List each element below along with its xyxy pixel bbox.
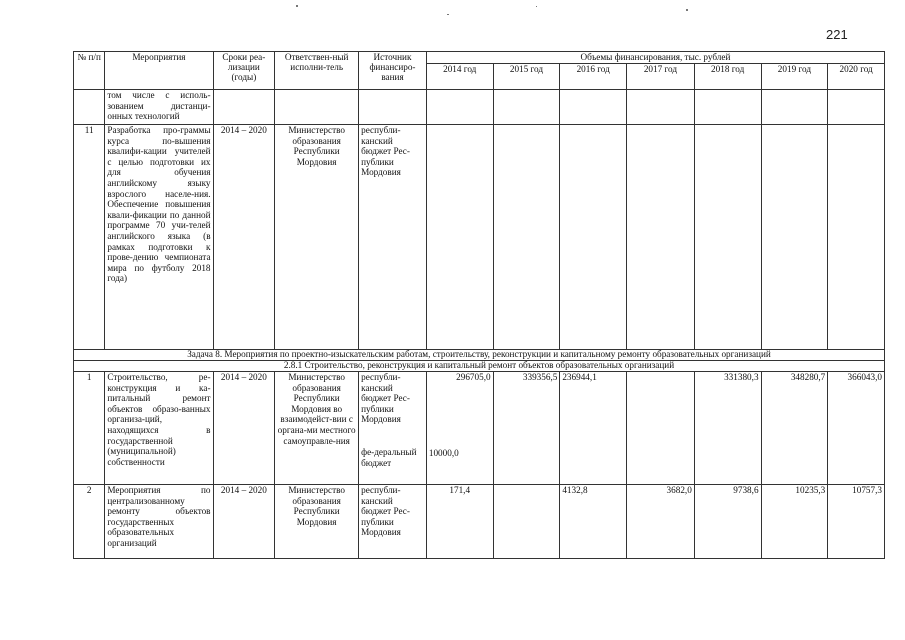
cell-terms: 2014 – 2020 bbox=[213, 125, 275, 350]
cell-num: 11 bbox=[74, 125, 105, 350]
cell-source: республи-канский бюджет Рес-публики Мордовия bbox=[359, 125, 427, 350]
header-funding: Объемы финансирования, тыс. рублей bbox=[426, 52, 884, 64]
page-number: 221 bbox=[826, 27, 848, 42]
funding-table bbox=[73, 51, 885, 559]
cell-responsible: Министерство образования Республики Мордовия bbox=[275, 485, 359, 559]
cell-event: том числе с исполь-зованием дистанци-онных технологий bbox=[105, 90, 213, 125]
cell-num: 2 bbox=[74, 485, 105, 559]
cell-2016: 4132,8 bbox=[560, 485, 627, 559]
cell-2019: 10235,3 bbox=[761, 485, 828, 559]
header-responsible: Ответствен-ный исполни-тель bbox=[275, 52, 359, 90]
header-terms: Сроки реа-лизации (годы) bbox=[213, 52, 275, 90]
cell-2014: 171,4 bbox=[426, 485, 493, 559]
cell-2020: 366043,0 bbox=[828, 372, 885, 485]
cell-responsible: Министерство образования Республики Мордовия во взаимодейст-вии с органа-ми местного самоуправле-ния bbox=[275, 372, 359, 485]
section-row bbox=[74, 361, 885, 372]
section-2-8-1-heading: 2.8.1 Строительство, реконструкция и капитальный ремонт объектов образовательных организаций bbox=[74, 361, 885, 372]
cell-responsible: Министерство образования Республики Мордовия bbox=[275, 125, 359, 350]
cell-event: Разработка про-граммы курса по-вышения квалифи-кации учителей с целью подготовки их для обучения английскому языку взрослого населе-ния. Обеспечение повышения квали-фикации по данной программе 70 учи-телей английского языка (в рамках подготовки к прове-дению чемпионата мира по футболу 2018 года) bbox=[105, 125, 213, 350]
cell-terms: 2014 – 2020 bbox=[213, 485, 275, 559]
source-regional: республи-канский бюджет Рес-публики Мордовия bbox=[361, 372, 410, 425]
cell-event: Строительство, ре-конструкция и ка-питальный ремонт объектов образо-ванных организа-ций, находящихся в государственной (муниципальной) собственности bbox=[105, 372, 213, 485]
header-year: 2014 год bbox=[426, 64, 493, 90]
header-row bbox=[74, 52, 885, 64]
header-num: № п/п bbox=[74, 52, 105, 90]
cell-2016: 236944,1 bbox=[560, 372, 627, 485]
header-source: Источник финансиро-вания bbox=[359, 52, 427, 90]
scan-speck bbox=[686, 9, 688, 11]
header-event: Мероприятия bbox=[105, 52, 213, 90]
source-federal: фе-деральный бюджет bbox=[361, 447, 417, 468]
cell-2017: 3682,0 bbox=[627, 485, 695, 559]
cell-2014 bbox=[426, 372, 493, 485]
header-year: 2020 год bbox=[828, 64, 885, 90]
cell-2015: 339356,5 bbox=[493, 372, 560, 485]
task-8-heading: Задача 8. Мероприятия по проектно-изыскательским работам, строительству, реконструкции и капитальному ремонту образовательных организаций bbox=[74, 350, 885, 361]
cell-2017 bbox=[627, 372, 695, 485]
cell-source: республи-канский бюджет Рес-публики Мордовия bbox=[359, 485, 427, 559]
cell-num: 1 bbox=[74, 372, 105, 485]
cell-event: Мероприятия по централизованному ремонту объектов государственных образовательных организаций bbox=[105, 485, 213, 559]
header-year: 2016 год bbox=[560, 64, 627, 90]
header-year: 2018 год bbox=[694, 64, 761, 90]
table-row bbox=[74, 485, 885, 559]
value-federal-2014: 10000,0 bbox=[428, 448, 459, 458]
scan-speck bbox=[447, 14, 449, 15]
table-row bbox=[74, 90, 885, 125]
table-row bbox=[74, 125, 885, 350]
header-year: 2017 год bbox=[627, 64, 695, 90]
cell-2015 bbox=[493, 485, 560, 559]
header-year: 2015 год bbox=[493, 64, 560, 90]
task-row bbox=[74, 350, 885, 361]
cell-2020: 10757,3 bbox=[828, 485, 885, 559]
cell-source bbox=[359, 372, 427, 485]
scan-speck bbox=[296, 5, 298, 7]
cell-2019: 348280,7 bbox=[761, 372, 828, 485]
cell-2018: 9738,6 bbox=[694, 485, 761, 559]
cell-2018: 331380,3 bbox=[694, 372, 761, 485]
table-row bbox=[74, 372, 885, 485]
cell-terms: 2014 – 2020 bbox=[213, 372, 275, 485]
value-regional-2014: 296705,0 bbox=[456, 372, 491, 382]
scan-speck bbox=[536, 6, 537, 7]
header-year: 2019 год bbox=[761, 64, 828, 90]
